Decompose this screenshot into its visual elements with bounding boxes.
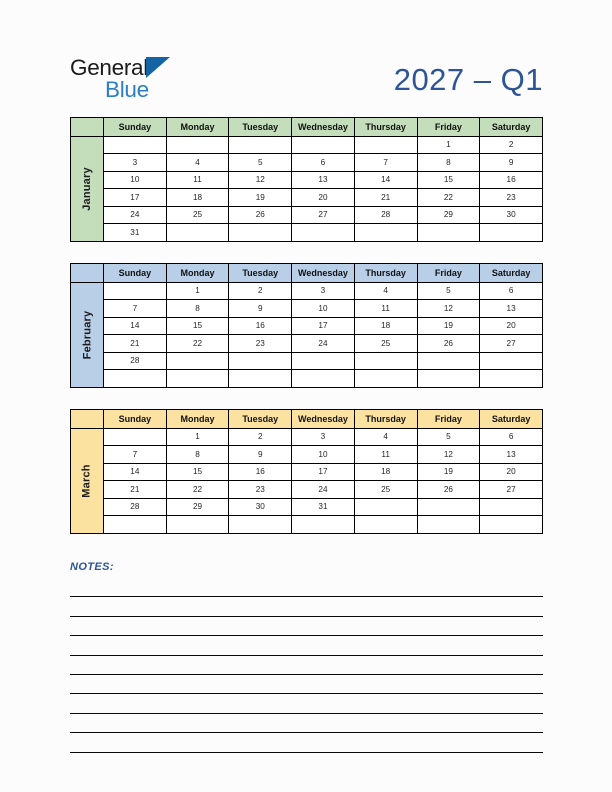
weekday-header-row bbox=[71, 410, 543, 429]
day-cell[interactable]: 23 bbox=[229, 481, 292, 499]
day-cell[interactable]: 20 bbox=[480, 317, 543, 335]
weekday-header-monday: Monday bbox=[166, 264, 229, 283]
day-cell[interactable]: 11 bbox=[354, 300, 417, 318]
day-cell-empty[interactable] bbox=[480, 370, 543, 388]
calendar-table-january bbox=[70, 117, 543, 242]
day-cell[interactable]: 28 bbox=[354, 206, 417, 224]
day-cell[interactable]: 18 bbox=[354, 317, 417, 335]
day-cell[interactable]: 15 bbox=[166, 463, 229, 481]
day-cell-empty[interactable] bbox=[354, 498, 417, 516]
day-cell[interactable]: 1 bbox=[417, 136, 480, 154]
day-cell-empty[interactable] bbox=[292, 370, 355, 388]
note-line[interactable] bbox=[70, 733, 543, 752]
day-cell[interactable]: 6 bbox=[480, 428, 543, 446]
day-cell[interactable]: 9 bbox=[229, 446, 292, 464]
day-cell[interactable]: 15 bbox=[417, 171, 480, 189]
weekday-header-tuesday: Tuesday bbox=[229, 410, 292, 429]
weekday-header-wednesday: Wednesday bbox=[292, 264, 355, 283]
corner-cell-january bbox=[71, 118, 104, 137]
day-cell[interactable]: 21 bbox=[354, 189, 417, 207]
day-cell[interactable]: 6 bbox=[480, 282, 543, 300]
day-cell[interactable]: 11 bbox=[354, 446, 417, 464]
weekday-header-row bbox=[71, 118, 543, 137]
day-cell[interactable]: 8 bbox=[166, 300, 229, 318]
note-line[interactable] bbox=[70, 714, 543, 733]
day-cell[interactable]: 13 bbox=[480, 446, 543, 464]
corner-cell-march bbox=[71, 410, 104, 429]
day-cell-empty[interactable] bbox=[354, 516, 417, 534]
day-cell-empty[interactable] bbox=[354, 224, 417, 242]
week-row bbox=[71, 154, 543, 172]
weekday-header-saturday: Saturday bbox=[480, 410, 543, 429]
day-cell[interactable]: 17 bbox=[292, 463, 355, 481]
month-block-february bbox=[70, 263, 543, 388]
day-cell[interactable]: 12 bbox=[417, 300, 480, 318]
day-cell[interactable]: 16 bbox=[229, 463, 292, 481]
day-cell[interactable]: 30 bbox=[229, 498, 292, 516]
weekday-header-monday: Monday bbox=[166, 118, 229, 137]
week-row bbox=[71, 481, 543, 499]
week-row bbox=[71, 224, 543, 242]
week-row bbox=[71, 516, 543, 534]
day-cell[interactable]: 12 bbox=[229, 171, 292, 189]
day-cell[interactable]: 21 bbox=[104, 481, 167, 499]
day-cell-empty[interactable] bbox=[480, 224, 543, 242]
day-cell[interactable]: 3 bbox=[292, 282, 355, 300]
day-cell[interactable]: 13 bbox=[292, 171, 355, 189]
week-row bbox=[71, 317, 543, 335]
day-cell[interactable]: 10 bbox=[292, 446, 355, 464]
day-cell[interactable]: 26 bbox=[417, 481, 480, 499]
day-cell[interactable]: 18 bbox=[354, 463, 417, 481]
day-cell[interactable]: 20 bbox=[480, 463, 543, 481]
day-cell[interactable]: 17 bbox=[104, 189, 167, 207]
note-line[interactable] bbox=[70, 675, 543, 694]
weekday-header-friday: Friday bbox=[417, 118, 480, 137]
day-cell[interactable]: 20 bbox=[292, 189, 355, 207]
calendar-table-march bbox=[70, 409, 543, 534]
day-cell[interactable]: 24 bbox=[104, 206, 167, 224]
day-cell-empty[interactable] bbox=[229, 224, 292, 242]
weekday-header-monday: Monday bbox=[166, 410, 229, 429]
week-row bbox=[71, 370, 543, 388]
week-row bbox=[71, 206, 543, 224]
page-header bbox=[70, 54, 543, 106]
week-row bbox=[71, 136, 543, 154]
day-cell-empty[interactable] bbox=[354, 370, 417, 388]
day-cell[interactable]: 8 bbox=[417, 154, 480, 172]
day-cell[interactable]: 30 bbox=[480, 206, 543, 224]
day-cell-empty[interactable] bbox=[104, 282, 167, 300]
day-cell[interactable]: 19 bbox=[417, 317, 480, 335]
day-cell[interactable]: 15 bbox=[166, 317, 229, 335]
day-cell[interactable]: 14 bbox=[104, 317, 167, 335]
month-block-march bbox=[70, 409, 543, 534]
notes-label: NOTES: bbox=[70, 561, 114, 573]
day-cell[interactable]: 26 bbox=[229, 206, 292, 224]
day-cell[interactable]: 10 bbox=[104, 171, 167, 189]
day-cell[interactable]: 28 bbox=[104, 352, 167, 370]
weekday-header-sunday: Sunday bbox=[104, 410, 167, 429]
weekday-header-tuesday: Tuesday bbox=[229, 264, 292, 283]
month-label-march bbox=[71, 428, 104, 533]
day-cell[interactable]: 25 bbox=[354, 335, 417, 353]
month-label-text: January bbox=[81, 166, 93, 211]
day-cell[interactable]: 2 bbox=[229, 282, 292, 300]
day-cell-empty[interactable] bbox=[292, 352, 355, 370]
week-row bbox=[71, 282, 543, 300]
day-cell-empty[interactable] bbox=[166, 224, 229, 242]
general-blue-logo bbox=[70, 54, 198, 106]
day-cell-empty[interactable] bbox=[417, 498, 480, 516]
corner-cell-february bbox=[71, 264, 104, 283]
logo-text-general: General bbox=[70, 55, 148, 80]
day-cell-empty[interactable] bbox=[417, 370, 480, 388]
day-cell-empty[interactable] bbox=[417, 224, 480, 242]
day-cell[interactable]: 18 bbox=[166, 189, 229, 207]
day-cell-empty[interactable] bbox=[229, 516, 292, 534]
day-cell[interactable]: 27 bbox=[480, 481, 543, 499]
day-cell-empty[interactable] bbox=[104, 136, 167, 154]
day-cell-empty[interactable] bbox=[480, 498, 543, 516]
day-cell[interactable]: 10 bbox=[292, 300, 355, 318]
month-label-text: March bbox=[81, 463, 93, 498]
week-row bbox=[71, 498, 543, 516]
day-cell[interactable]: 23 bbox=[229, 335, 292, 353]
day-cell-empty[interactable] bbox=[166, 516, 229, 534]
week-row bbox=[71, 446, 543, 464]
day-cell-empty[interactable] bbox=[166, 352, 229, 370]
day-cell[interactable]: 24 bbox=[292, 335, 355, 353]
day-cell[interactable]: 24 bbox=[292, 481, 355, 499]
day-cell-empty[interactable] bbox=[229, 370, 292, 388]
month-label-february bbox=[71, 282, 104, 387]
weekday-header-row bbox=[71, 264, 543, 283]
week-row bbox=[71, 171, 543, 189]
day-cell[interactable]: 4 bbox=[166, 154, 229, 172]
weekday-header-tuesday: Tuesday bbox=[229, 118, 292, 137]
day-cell[interactable]: 29 bbox=[417, 206, 480, 224]
day-cell[interactable]: 5 bbox=[229, 154, 292, 172]
weekday-header-friday: Friday bbox=[417, 264, 480, 283]
day-cell[interactable]: 25 bbox=[166, 206, 229, 224]
day-cell-empty[interactable] bbox=[104, 516, 167, 534]
day-cell[interactable]: 4 bbox=[354, 428, 417, 446]
note-line[interactable] bbox=[70, 617, 543, 636]
day-cell[interactable]: 19 bbox=[229, 189, 292, 207]
page-title: 2027 – Q1 bbox=[393, 62, 543, 97]
day-cell[interactable]: 2 bbox=[229, 428, 292, 446]
day-cell[interactable]: 4 bbox=[354, 282, 417, 300]
day-cell[interactable]: 14 bbox=[104, 463, 167, 481]
day-cell-empty[interactable] bbox=[166, 370, 229, 388]
day-cell[interactable]: 22 bbox=[166, 335, 229, 353]
day-cell-empty[interactable] bbox=[292, 136, 355, 154]
day-cell[interactable]: 31 bbox=[292, 498, 355, 516]
day-cell-empty[interactable] bbox=[354, 352, 417, 370]
day-cell[interactable]: 12 bbox=[417, 446, 480, 464]
day-cell-empty[interactable] bbox=[417, 352, 480, 370]
day-cell[interactable]: 16 bbox=[480, 171, 543, 189]
day-cell[interactable]: 25 bbox=[354, 481, 417, 499]
week-row bbox=[71, 335, 543, 353]
day-cell[interactable]: 2 bbox=[480, 136, 543, 154]
day-cell[interactable]: 7 bbox=[104, 300, 167, 318]
day-cell-empty[interactable] bbox=[480, 352, 543, 370]
day-cell[interactable]: 17 bbox=[292, 317, 355, 335]
notes-lines[interactable] bbox=[70, 578, 543, 753]
day-cell[interactable]: 3 bbox=[104, 154, 167, 172]
day-cell[interactable]: 23 bbox=[480, 189, 543, 207]
day-cell-empty[interactable] bbox=[292, 516, 355, 534]
day-cell[interactable]: 28 bbox=[104, 498, 167, 516]
weekday-header-sunday: Sunday bbox=[104, 264, 167, 283]
day-cell-empty[interactable] bbox=[229, 352, 292, 370]
day-cell-empty[interactable] bbox=[166, 136, 229, 154]
day-cell[interactable]: 9 bbox=[480, 154, 543, 172]
week-row bbox=[71, 463, 543, 481]
day-cell-empty[interactable] bbox=[480, 516, 543, 534]
day-cell-empty[interactable] bbox=[354, 136, 417, 154]
day-cell[interactable]: 21 bbox=[104, 335, 167, 353]
weekday-header-saturday: Saturday bbox=[480, 118, 543, 137]
notes-section bbox=[70, 561, 543, 753]
note-line[interactable] bbox=[70, 578, 543, 597]
calendar-table-february bbox=[70, 263, 543, 388]
day-cell[interactable]: 26 bbox=[417, 335, 480, 353]
weekday-header-wednesday: Wednesday bbox=[292, 118, 355, 137]
week-row bbox=[71, 428, 543, 446]
day-cell[interactable]: 3 bbox=[292, 428, 355, 446]
week-row bbox=[71, 300, 543, 318]
day-cell[interactable]: 27 bbox=[480, 335, 543, 353]
day-cell[interactable]: 27 bbox=[292, 206, 355, 224]
month-block-january bbox=[70, 117, 543, 242]
weekday-header-thursday: Thursday bbox=[354, 410, 417, 429]
day-cell[interactable]: 14 bbox=[354, 171, 417, 189]
day-cell[interactable]: 6 bbox=[292, 154, 355, 172]
triangle-flag-icon bbox=[146, 57, 170, 78]
day-cell[interactable]: 1 bbox=[166, 428, 229, 446]
weekday-header-friday: Friday bbox=[417, 410, 480, 429]
weekday-header-thursday: Thursday bbox=[354, 264, 417, 283]
day-cell[interactable]: 5 bbox=[417, 428, 480, 446]
week-row bbox=[71, 189, 543, 207]
weekday-header-thursday: Thursday bbox=[354, 118, 417, 137]
day-cell-empty[interactable] bbox=[104, 370, 167, 388]
day-cell[interactable]: 22 bbox=[166, 481, 229, 499]
note-line[interactable] bbox=[70, 694, 543, 713]
note-line[interactable] bbox=[70, 597, 543, 616]
week-row bbox=[71, 352, 543, 370]
logo-text-blue: Blue bbox=[105, 77, 149, 102]
day-cell-empty[interactable] bbox=[417, 516, 480, 534]
month-label-january bbox=[71, 136, 104, 241]
day-cell[interactable]: 22 bbox=[417, 189, 480, 207]
day-cell-empty[interactable] bbox=[104, 428, 167, 446]
weekday-header-saturday: Saturday bbox=[480, 264, 543, 283]
day-cell[interactable]: 5 bbox=[417, 282, 480, 300]
note-line[interactable] bbox=[70, 656, 543, 675]
day-cell-empty[interactable] bbox=[292, 224, 355, 242]
day-cell[interactable]: 16 bbox=[229, 317, 292, 335]
month-label-text: February bbox=[81, 310, 93, 359]
day-cell[interactable]: 11 bbox=[166, 171, 229, 189]
weekday-header-wednesday: Wednesday bbox=[292, 410, 355, 429]
day-cell[interactable]: 7 bbox=[354, 154, 417, 172]
day-cell[interactable]: 1 bbox=[166, 282, 229, 300]
day-cell[interactable]: 31 bbox=[104, 224, 167, 242]
note-line[interactable] bbox=[70, 636, 543, 655]
weekday-header-sunday: Sunday bbox=[104, 118, 167, 137]
day-cell[interactable]: 8 bbox=[166, 446, 229, 464]
day-cell-empty[interactable] bbox=[229, 136, 292, 154]
day-cell[interactable]: 29 bbox=[166, 498, 229, 516]
day-cell[interactable]: 9 bbox=[229, 300, 292, 318]
day-cell[interactable]: 13 bbox=[480, 300, 543, 318]
day-cell[interactable]: 19 bbox=[417, 463, 480, 481]
day-cell[interactable]: 7 bbox=[104, 446, 167, 464]
